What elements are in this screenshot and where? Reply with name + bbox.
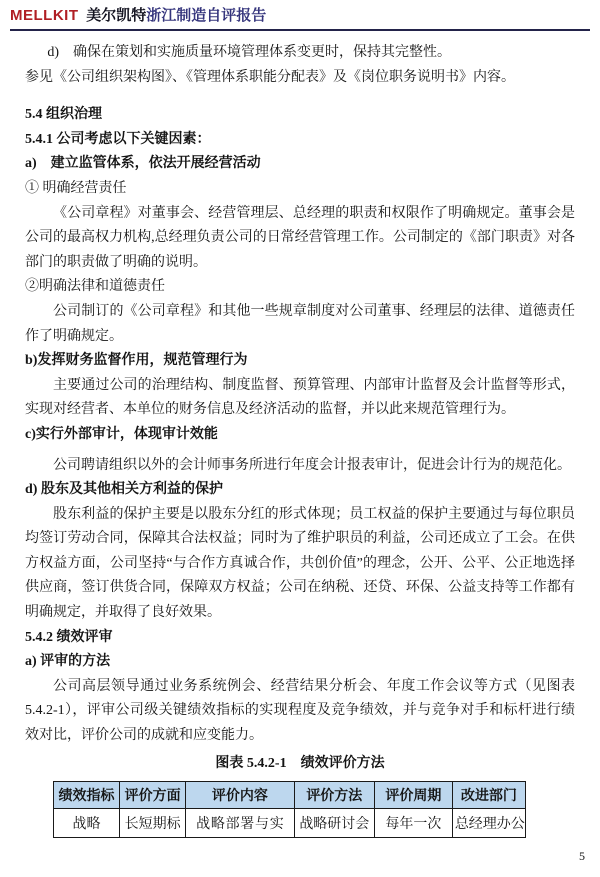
brand-company-name: 美尔凯特: [86, 8, 147, 24]
page-number: 5: [579, 849, 585, 863]
col-header-evaluation-method: 评价方法: [294, 782, 374, 809]
heading-item-b-financial-supervision: b)发挥财务监督作用，规范管理行为: [25, 353, 248, 369]
performance-evaluation-table: [53, 781, 526, 838]
heading-item-a-supervision: a) 建立监管体系，依法开展经营活动: [25, 156, 261, 172]
subitem-2-legal-ethical-responsibility: ②明确法律和道德责任: [25, 279, 165, 295]
col-header-improvement-department: 改进部门: [452, 782, 525, 809]
cell-indicator: 战略: [54, 809, 120, 838]
col-header-evaluation-aspect: 评价方面: [120, 782, 186, 809]
heading-item-a-review-method: a) 评审的方法: [25, 654, 111, 670]
heading-5-4: 5.4 组织治理: [25, 107, 102, 123]
cell-department: 总经理办公: [452, 809, 525, 838]
document-title: 浙江制造自评报告: [146, 8, 267, 24]
paragraph-financial-supervision: 主要通过公司的治理结构、制度监督、预算管理、内部审计监督及会计监督等形式，实现对经营者、本单位的财务信息及经济活动的监督，并以此来规范管理行为。: [25, 377, 575, 418]
paragraph-reference: 参见《公司组织架构图》、《管理体系职能分配表》及《岗位职务说明书》内容。: [25, 69, 515, 85]
paragraph-legal-provisions: 公司制订的《公司章程》和其他一些规章制度对公司董事、经理层的法律、道德责任作了明确规定。: [25, 303, 575, 344]
document-body: [25, 41, 575, 838]
list-item-d-ensure: d) 确保在策划和实施质量环境管理体系变更时，保持其完整性。: [47, 45, 452, 60]
table-header-row: [54, 782, 526, 809]
heading-item-c-external-audit: c)实行外部审计，体现审计效能: [25, 426, 218, 442]
table-caption: 图表 5.4.2-1 绩效评价方法: [215, 755, 385, 771]
col-header-evaluation-cycle: 评价周期: [374, 782, 452, 809]
heading-5-4-1: 5.4.1 公司考虑以下关键因素：: [25, 131, 211, 147]
brand-logo-text: MELLKIT: [10, 7, 79, 24]
col-header-performance-indicator: 绩效指标: [54, 782, 120, 809]
cell-aspect: 长短期标: [120, 809, 186, 838]
cell-cycle: 每年一次: [374, 809, 452, 838]
table-row-strategy: [54, 809, 526, 838]
page-header: [10, 6, 590, 31]
col-header-evaluation-content: 评价内容: [186, 782, 295, 809]
paragraph-external-audit: 公司聘请组织以外的会计师事务所进行年度会计报表审计，促进会计行为的规范化。: [53, 457, 571, 473]
subitem-1-operating-responsibility: ① 明确经营责任: [25, 180, 127, 196]
paragraph-review-method: 公司高层领导通过业务系统例会、经营结果分析会、年度工作会议等方式（见图表 5.4.2-1），评审公司级关键绩效指标的实现程度及竞争绩效，并与竞争对手和标杆进行绩效对比，评价公司的成就和应变能力。: [25, 678, 575, 744]
cell-content: 战略部署与实: [186, 809, 295, 838]
cell-method: 战略研讨会: [294, 809, 374, 838]
heading-item-d-stakeholder-protection: d) 股东及其他相关方利益的保护: [25, 482, 223, 498]
heading-5-4-2: 5.4.2 绩效评审: [25, 629, 113, 645]
paragraph-stakeholder-protection: 股东利益的保护主要是以股东分红的形式体现；员工权益的保护主要通过与每位职员均签订劳动合同，保障其合法权益；同时为了维护职员的利益，公司还成立了工会。在供方权益方面，公司坚持“与合作方真诚合作，共创价值”的理念，公开、公平、公正地选择供应商，签订供货合同，保障双方权益；公司在纳税、还贷、环保、公益支持等工作都有明确规定，并取得了良好效果。: [25, 506, 575, 621]
paragraph-company-charter: 《公司章程》对董事会、经营管理层、总经理的职责和权限作了明确规定。董事会是公司的最高权力机构,总经理负责公司的日常经营管理工作。公司制定的《部门职责》对各部门的职责做了明确的说明。: [25, 205, 575, 270]
